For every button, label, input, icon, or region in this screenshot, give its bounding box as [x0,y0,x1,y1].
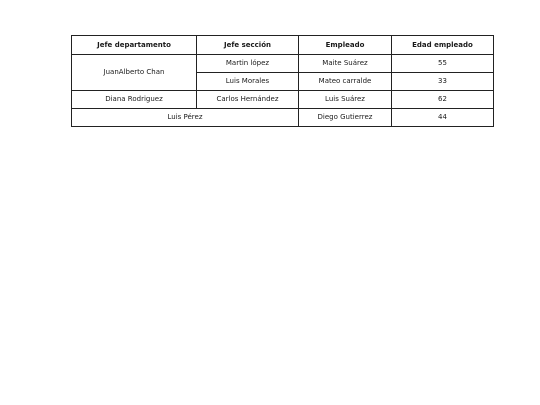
table-row [72,109,494,127]
dept-head-cell: Diana Rodriguez [72,91,197,109]
table-row [72,91,494,109]
section-head-cell: Martin lópez [197,55,299,73]
header-employee: Empleado [299,36,392,55]
employee-cell: Luis Suárez [299,91,392,109]
employee-cell: Mateo carralde [299,73,392,91]
dept-and-section-head-cell: Luis Pérez [72,109,299,127]
age-cell: 62 [392,91,494,109]
table-header-row [72,36,494,55]
age-cell: 44 [392,109,494,127]
header-section-head: Jefe sección [197,36,299,55]
section-head-cell: Luis Morales [197,73,299,91]
header-dept-head: Jefe departamento [72,36,197,55]
header-employee-age: Edad empleado [392,36,494,55]
age-cell: 33 [392,73,494,91]
table-row [72,55,494,73]
section-head-cell: Carlos Hernández [197,91,299,109]
dept-head-cell: JuanAlberto Chan [72,55,197,91]
age-cell: 55 [392,55,494,73]
employee-cell: Diego Gutierrez [299,109,392,127]
employee-table [71,35,494,127]
employee-cell: Maite Suárez [299,55,392,73]
